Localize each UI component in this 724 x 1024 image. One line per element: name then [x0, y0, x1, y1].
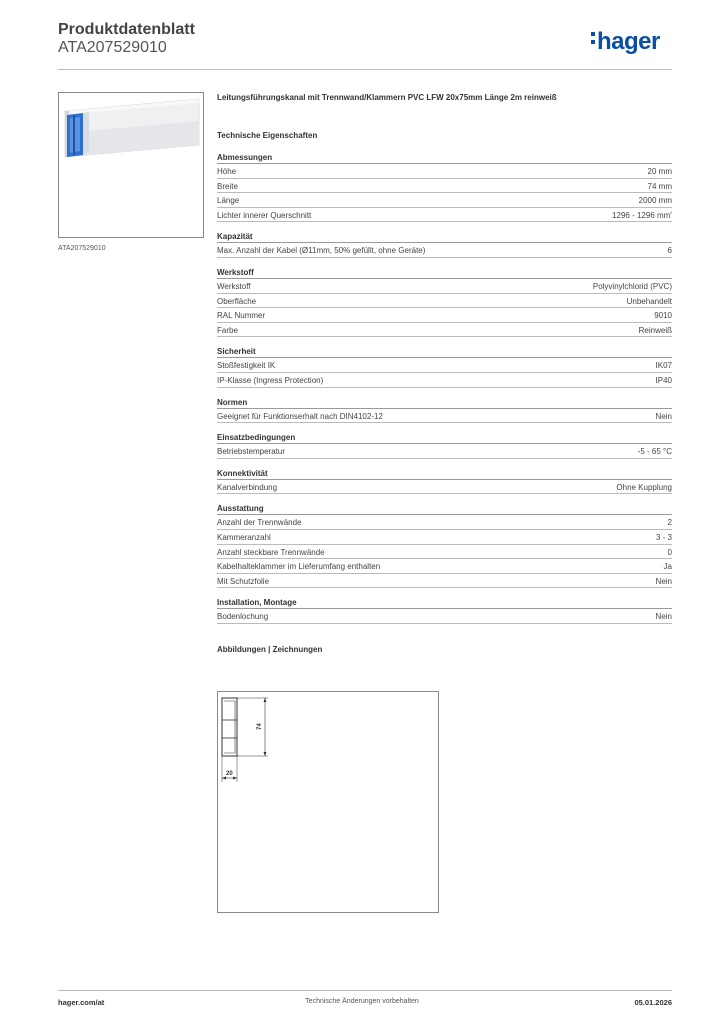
section-0	[217, 153, 672, 222]
section-title: Normen	[217, 398, 672, 409]
hager-logo	[591, 28, 660, 56]
footer-website-link[interactable]: hager.com/at	[58, 998, 105, 1007]
property-label: Max. Anzahl der Kabel (Ø11mm, 50% gefüllt, ohne Geräte)	[217, 246, 426, 256]
property-value: IP40	[655, 375, 672, 385]
property-label: Betriebstemperatur	[217, 447, 286, 457]
property-value-cell	[656, 374, 672, 387]
property-value: 3 - 3	[655, 532, 672, 542]
section-1	[217, 232, 672, 258]
property-value: 74 mm	[647, 181, 672, 191]
property-label: IP-Klasse (Ingress Protection)	[217, 375, 324, 385]
section-title: Konnektivität	[217, 469, 672, 480]
property-value: Reinweiß	[638, 325, 672, 335]
property-value-cell	[648, 180, 672, 193]
technical-drawing	[217, 691, 439, 913]
property-value-cell	[627, 295, 672, 308]
property-row	[217, 279, 672, 294]
section-3	[217, 347, 672, 387]
property-row	[217, 559, 672, 574]
property-row	[217, 480, 672, 495]
property-label: Anzahl der Trennwände	[217, 518, 302, 528]
footer-divider	[58, 990, 672, 991]
property-value: 0	[667, 547, 672, 557]
technical-properties-heading: Technische Eigenschaften	[217, 131, 318, 140]
property-value-cell	[668, 516, 672, 529]
property-value: Nein	[655, 576, 672, 586]
footer-notice: Technische Änderungen vorbehalten	[305, 998, 419, 1005]
property-label: Farbe	[217, 325, 238, 335]
property-label: Kabelhalteklammer im Lieferumfang enthalten	[217, 562, 381, 572]
property-label: Länge	[217, 196, 240, 206]
property-value-cell	[639, 194, 672, 207]
properties-sections	[217, 153, 672, 624]
property-row	[217, 179, 672, 194]
property-label: RAL Nummer	[217, 311, 266, 321]
property-label: Breite	[217, 181, 238, 191]
property-row	[217, 530, 672, 545]
property-label: Anzahl steckbare Trennwände	[217, 547, 325, 557]
property-value-cell	[593, 280, 672, 293]
property-value: 9010	[654, 311, 672, 321]
header-divider	[58, 69, 672, 70]
property-row	[217, 308, 672, 323]
property-label: Höhe	[217, 167, 237, 176]
section-title: Einsatzbedingungen	[217, 433, 672, 444]
property-label: Oberfläche	[217, 296, 257, 306]
property-row	[217, 409, 672, 424]
height-dimension-label: 74	[257, 723, 263, 730]
property-row	[217, 294, 672, 309]
property-value-cell	[656, 410, 672, 423]
property-value-cell	[656, 359, 672, 372]
width-dimension-label: 20	[226, 771, 233, 777]
property-label: Lichter innerer Querschnitt	[217, 210, 312, 220]
property-row	[217, 609, 672, 624]
property-value-cell	[656, 531, 672, 544]
property-value: 2000 mm	[638, 196, 672, 206]
property-label: Kammeranzahl	[217, 532, 271, 542]
property-row	[217, 574, 672, 589]
property-row	[217, 444, 672, 459]
property-value: 6	[667, 246, 672, 256]
property-value-cell	[616, 481, 672, 494]
property-row	[217, 193, 672, 208]
cross-section-drawing	[218, 692, 440, 914]
property-value: Ohne Kupplung	[616, 482, 672, 492]
product-image-caption: ATA207529010	[58, 245, 106, 252]
property-value-cell	[668, 244, 672, 257]
property-value: IK07	[655, 361, 672, 371]
section-7	[217, 504, 672, 588]
product-image	[58, 92, 204, 238]
section-8	[217, 598, 672, 624]
property-label: Stoßfestigkeit IK	[217, 361, 276, 371]
property-row	[217, 323, 672, 338]
property-row	[217, 545, 672, 560]
property-row	[217, 243, 672, 258]
property-value-cell	[668, 546, 672, 559]
property-value-cell	[638, 445, 672, 458]
property-row	[217, 164, 672, 179]
footer-date: 05.01.2026	[634, 998, 672, 1007]
figures-heading: Abbildungen | Zeichnungen	[217, 644, 323, 654]
property-value: 2	[667, 518, 672, 528]
property-label: Mit Schutzfolie	[217, 576, 270, 586]
logo-text: hager	[597, 28, 660, 55]
property-label: Geeignet für Funktionserhalt nach DIN4102-12	[217, 411, 383, 421]
property-row	[217, 358, 672, 373]
cable-duct-illustration	[59, 93, 204, 238]
property-value-cell	[656, 575, 672, 588]
property-value: 1296 - 1296 mm	[612, 210, 671, 220]
property-value-cell	[656, 610, 672, 623]
section-title: Kapazität	[217, 232, 672, 243]
section-5	[217, 433, 672, 459]
property-value-cell	[612, 209, 672, 222]
property-row	[217, 515, 672, 530]
section-title: Ausstattung	[217, 504, 672, 515]
property-value-cell	[639, 324, 672, 337]
property-label: Werkstoff	[217, 281, 251, 291]
section-2	[217, 268, 672, 337]
article-number: ATA207529010	[58, 39, 167, 56]
document-title: Produktdatenblatt	[58, 21, 195, 38]
section-6	[217, 469, 672, 495]
property-label: Bodenlochung	[217, 612, 269, 622]
logo-dots-icon	[591, 32, 596, 48]
property-value-cell	[664, 560, 672, 573]
property-value: 20 mm	[647, 167, 672, 176]
property-row	[217, 208, 672, 223]
property-value: Polyvinylchlorid (PVC)	[592, 281, 672, 291]
product-description: Leitungsführungskanal mit Trennwand/Klammern PVC LFW 20x75mm Länge 2m reinweiß	[217, 93, 557, 102]
section-title: Abmessungen	[217, 153, 672, 164]
property-value: Nein	[655, 411, 672, 421]
unit-superscript: ²	[670, 210, 672, 217]
property-row	[217, 373, 672, 388]
section-title: Werkstoff	[217, 268, 672, 279]
property-value-cell	[648, 165, 672, 178]
section-title: Installation, Montage	[217, 598, 672, 609]
property-value: -5 - 65 °C	[637, 447, 672, 457]
section-title: Sicherheit	[217, 347, 672, 358]
property-value: Ja	[663, 562, 672, 572]
property-label: Kanalverbindung	[217, 482, 278, 492]
property-value: Unbehandelt	[626, 296, 672, 306]
property-value: Nein	[655, 612, 672, 622]
properties-column	[217, 92, 672, 655]
section-4	[217, 398, 672, 424]
property-value-cell	[654, 309, 672, 322]
